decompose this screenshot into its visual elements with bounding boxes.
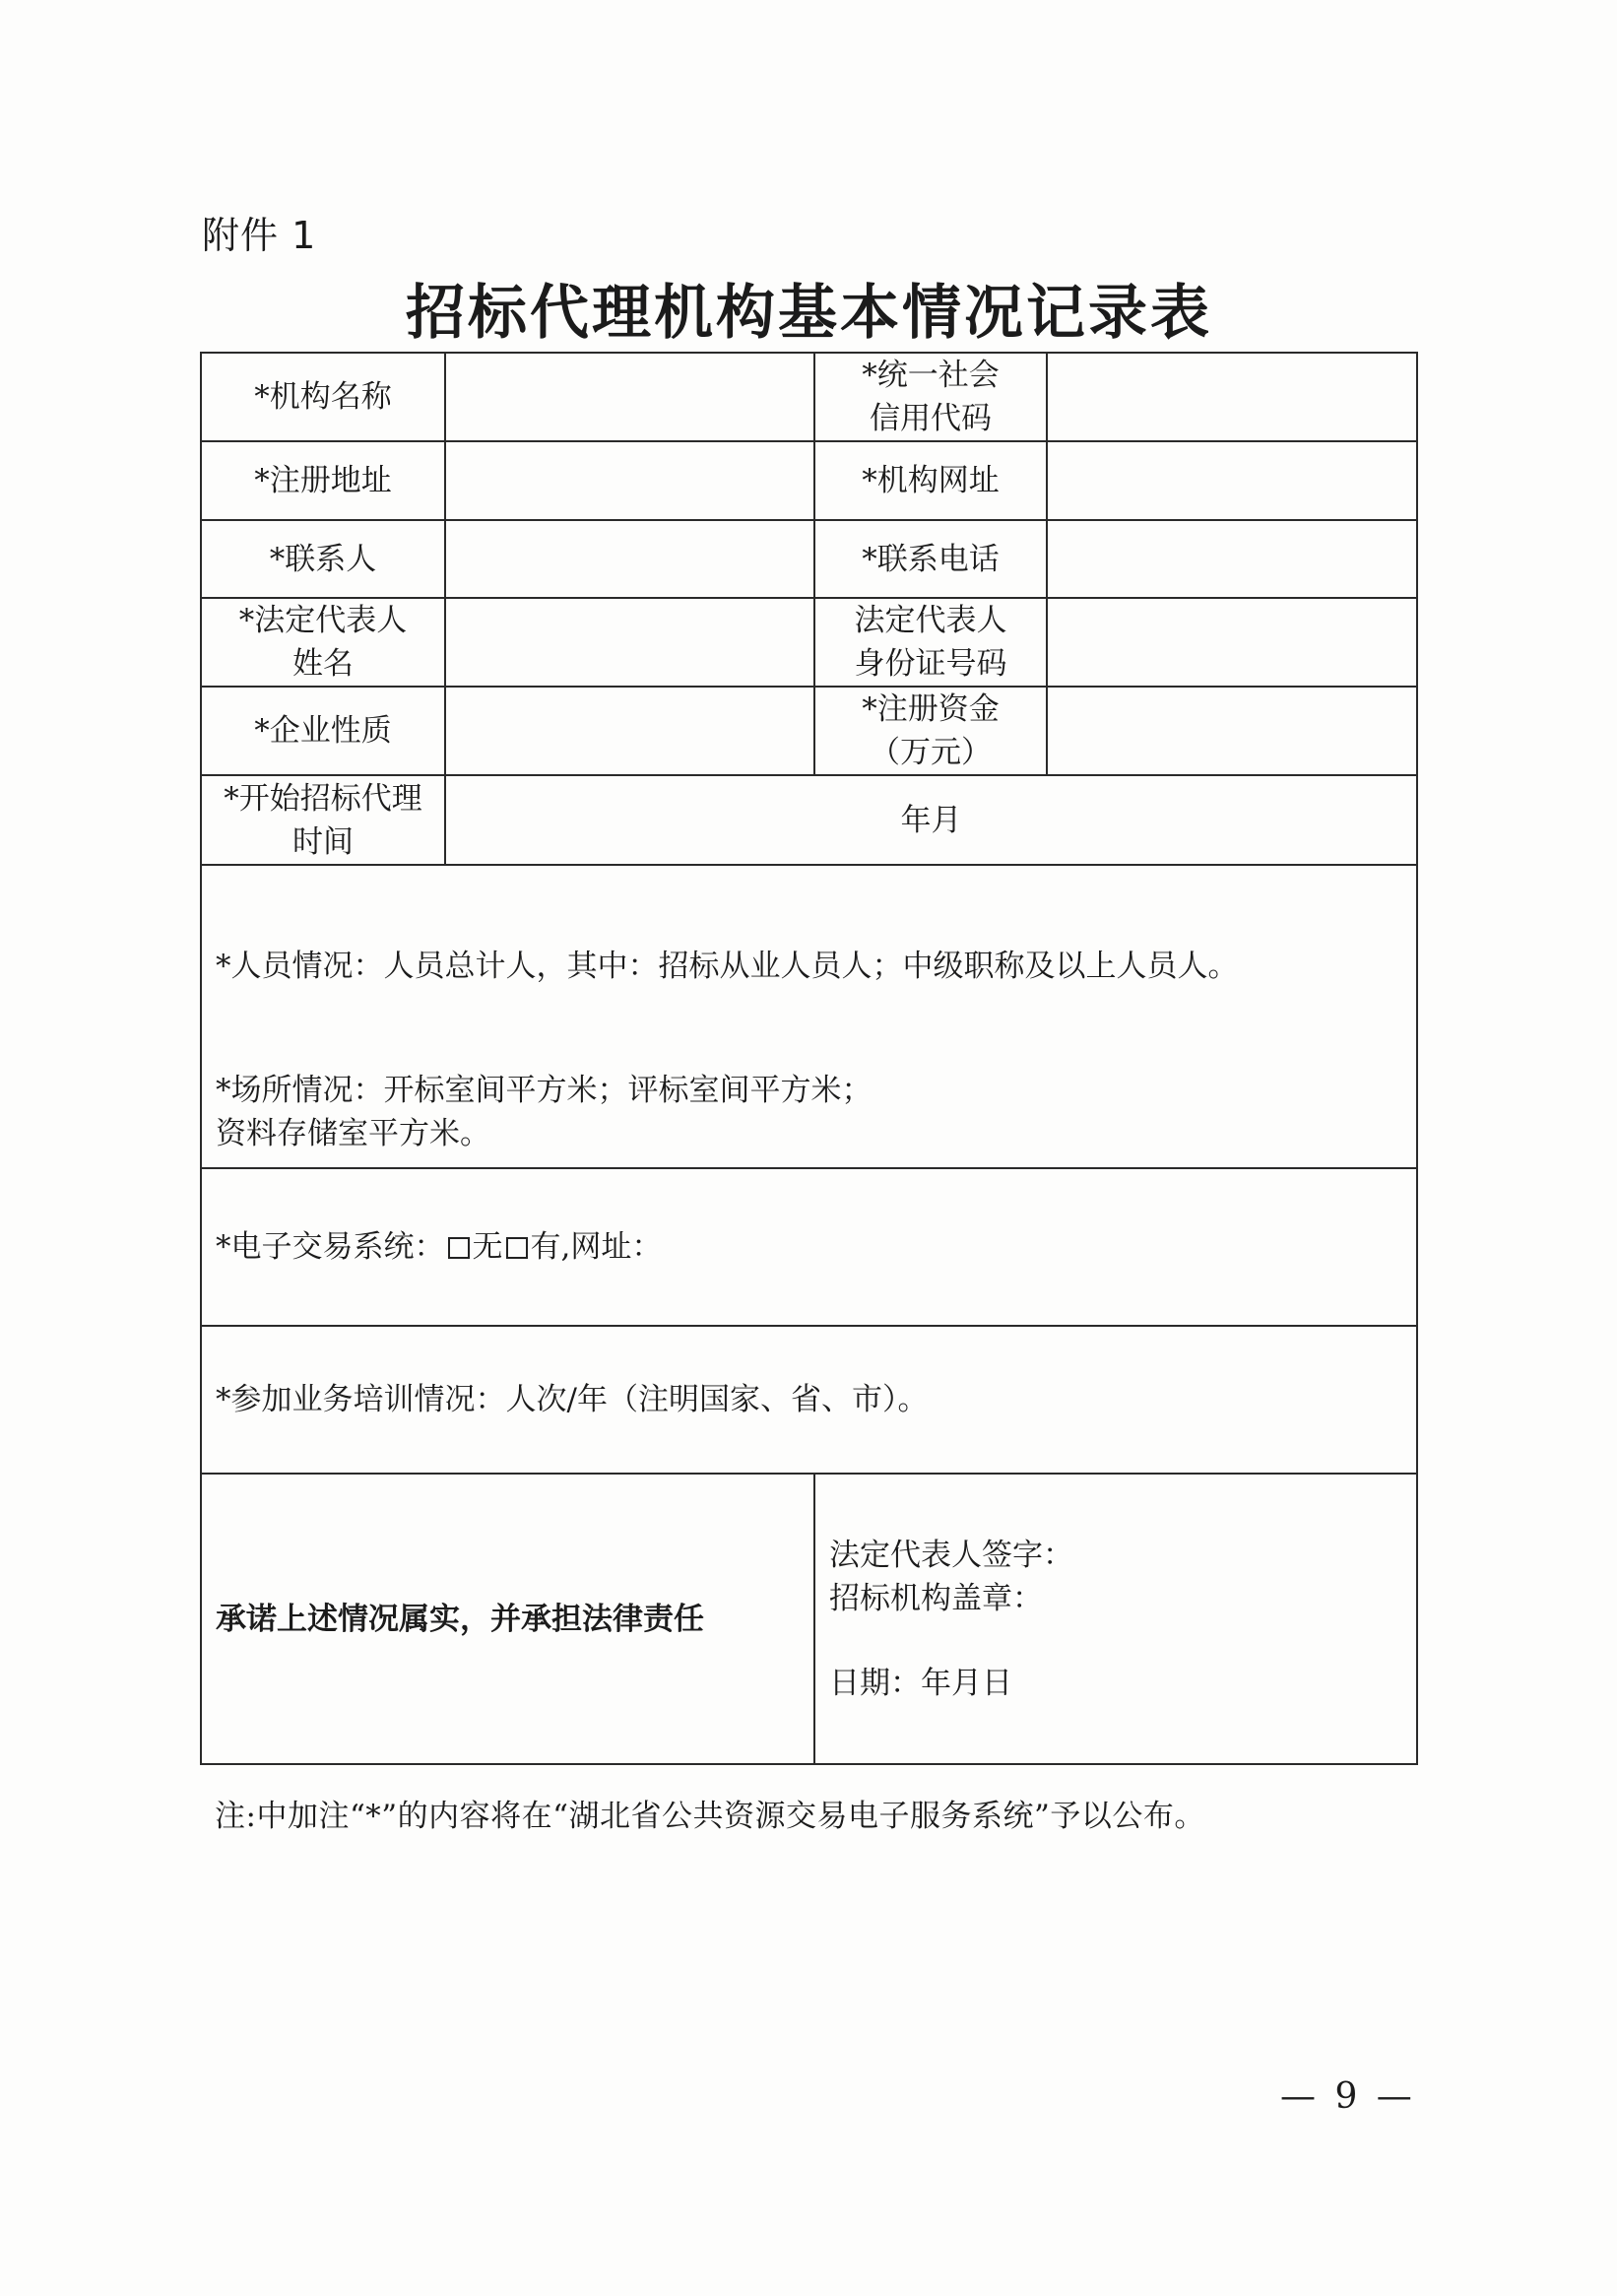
capital-field[interactable] [1047,687,1417,775]
nature-label: *企业性质 [201,687,445,775]
personnel-text: *人员情况：人员总计人，其中：招标从业人员人；中级职称及以上人员人。 [216,949,1239,984]
phone-label: *联系电话 [814,520,1047,598]
training-cell[interactable]: *参加业务培训情况：人次/年（注明国家、省、市）。 [201,1326,1417,1474]
commitment-cell: 承诺上述情况属实，并承担法律责任 [201,1474,814,1764]
form-row [201,353,1417,441]
reg-address-field[interactable] [445,441,814,520]
form-row [201,520,1417,598]
signature-label: 法定代表人签字： [829,1537,1073,1573]
start-time-label: *开始招标代理 时间 [201,775,445,865]
form-row [201,598,1417,687]
nature-field[interactable] [445,687,814,775]
legal-rep-id-field[interactable] [1047,598,1417,687]
legal-rep-field[interactable] [445,598,814,687]
contact-field[interactable] [445,520,814,598]
date-label: 日期：年月日 [829,1665,1012,1701]
credit-code-field[interactable] [1047,353,1417,441]
seal-label: 招标机构盖章： [829,1580,1043,1616]
website-field[interactable] [1047,441,1417,520]
checkbox-none[interactable] [448,1237,470,1259]
legal-rep-id-label: 法定代表人 身份证号码 [814,598,1047,687]
contact-label: *联系人 [201,520,445,598]
personnel-premises-cell[interactable] [201,865,1417,1168]
capital-label: *注册资金 （万元） [814,687,1047,775]
reg-address-label: *注册地址 [201,441,445,520]
form-row [201,775,1417,865]
phone-field[interactable] [1047,520,1417,598]
form-title: 招标代理机构基本情况记录表 [406,279,1212,348]
form-row [201,1474,1417,1764]
signature-cell[interactable] [814,1474,1417,1764]
form-row [201,1168,1417,1326]
etrade-cell: *电子交易系统： 无 有,网址： [201,1168,1417,1326]
record-form [200,352,1418,1765]
premises-text-2: 资料存储室平方米。 [216,1116,490,1151]
credit-code-label: *统一社会 信用代码 [814,353,1047,441]
start-time-field[interactable]: 年月 [445,775,1417,865]
website-label: *机构网址 [814,441,1047,520]
form-row [201,441,1417,520]
attachment-label: 附件 1 [202,214,317,257]
premises-text-1: *场所情况：开标室间平方米；评标室间平方米； [216,1073,873,1108]
form-row [201,687,1417,775]
legal-rep-label: *法定代表人 姓名 [201,598,445,687]
footnote: 注:中加注“*”的内容将在“湖北省公共资源交易电子服务系统”予以公布。 [215,1799,1205,1834]
form-row [201,865,1417,1168]
checkbox-has[interactable] [506,1237,528,1259]
org-name-field[interactable] [445,353,814,441]
form-row [201,1326,1417,1474]
page-number: — 9 — [1280,2076,1416,2117]
org-name-label: *机构名称 [201,353,445,441]
